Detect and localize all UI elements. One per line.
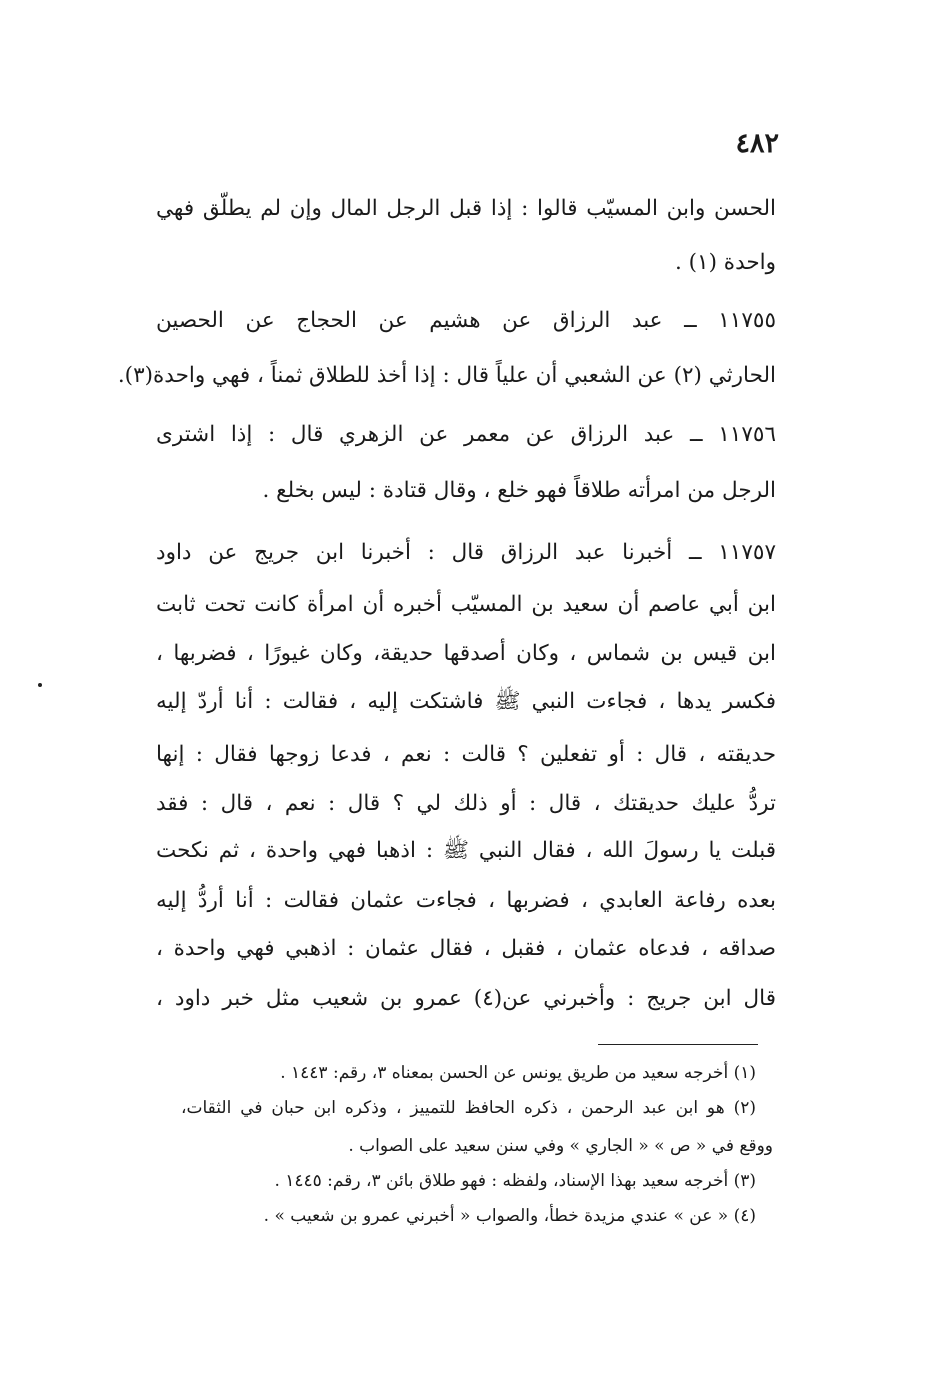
footnote: (١) أخرجه سعيد من طريق يونس عن الحسن بمعناه ٣، رقم: ١٤٤٣ . bbox=[280, 1063, 756, 1083]
body-line: الرجل من امرأته طلاقاً فهو خلع ، وقال قتادة : ليس بخلع . bbox=[262, 478, 776, 503]
body-line: الحارثي (٢) عن الشعبي أن علياً قال : إذا أخذ للطلاق ثمناً ، فهي واحدة(٣). bbox=[117, 363, 776, 388]
footnote-separator bbox=[598, 1044, 758, 1045]
footnote-continuation: ووقع في « ص » « الجاري » وفي سنن سعيد على الصواب . bbox=[348, 1136, 773, 1156]
hadith-11757-line: ١١٧٥٧ ــ أخبرنا عبد الرزاق قال : أخبرنا ابن جريج عن داود bbox=[156, 540, 776, 565]
hadith-11755-line: ١١٧٥٥ ــ عبد الرزاق عن هشيم عن الحجاج عن الحصين bbox=[156, 308, 776, 333]
body-line: ابن أبي عاصم أن سعيد بن المسيّب أخبره أن امرأة كانت تحت ثابت bbox=[156, 592, 776, 617]
body-line: حديقته ، قال : أو تفعلين ؟ قالت : نعم ، فدعا زوجها فقال : إنها bbox=[156, 742, 776, 767]
body-line: ابن قيس بن شماس ، وكان أصدقها حديقة، وكان غيورًا ، فضربها ، bbox=[156, 641, 776, 666]
page-number: ٤٨٢ bbox=[735, 128, 779, 159]
hadith-11756-line: ١١٧٥٦ ــ عبد الرزاق عن معمر عن الزهري قال : إذا اشترى bbox=[156, 422, 776, 447]
body-line: واحدة (١) . bbox=[674, 250, 776, 275]
scan-speck bbox=[38, 683, 42, 687]
body-line: قبلت يا رسولَ الله ، فقال النبي ﷺ : اذهبا فهي واحدة ، ثم نكحت bbox=[156, 838, 776, 863]
body-line: الحسن وابن المسيّب قالوا : إذا قبل الرجل المال وإن لم يطلّق فهي bbox=[156, 196, 776, 221]
body-line: تردُّ عليك حديقتك ، قال : أو ذلك لي ؟ قال : نعم ، قال : فقد bbox=[156, 791, 776, 816]
footnote: (٣) أخرجه سعيد بهذا الإسناد، ولفظه : فهو طلاق بائن ٣، رقم: ١٤٤٥ . bbox=[274, 1171, 756, 1191]
footnote: (٢) هو ابن عبد الرحمن ، ذكره الحافظ للتمييز ، وذكره ابن حبان في الثقات، bbox=[181, 1098, 756, 1118]
footnote: (٤) « عن » عندي مزيدة خطأ، والصواب « أخبرني عمرو بن شعيب » . bbox=[263, 1206, 756, 1226]
body-line: قال ابن جريج : وأخبرني عن(٤) عمرو بن شعيب مثل خبر داود ، bbox=[156, 986, 776, 1011]
body-line: بعده رفاعة العابدي ، فضربها ، فجاءت عثمان فقالت : أنا أردُّ إليه bbox=[156, 888, 776, 913]
body-line: صداقه ، فدعاه عثمان ، فقبل ، فقال عثمان : اذهبي فهي واحدة ، bbox=[156, 936, 776, 961]
body-line: فكسر يدها ، فجاءت النبي ﷺ فاشتكت إليه ، فقالت : أنا أردّ إليه bbox=[156, 689, 776, 714]
